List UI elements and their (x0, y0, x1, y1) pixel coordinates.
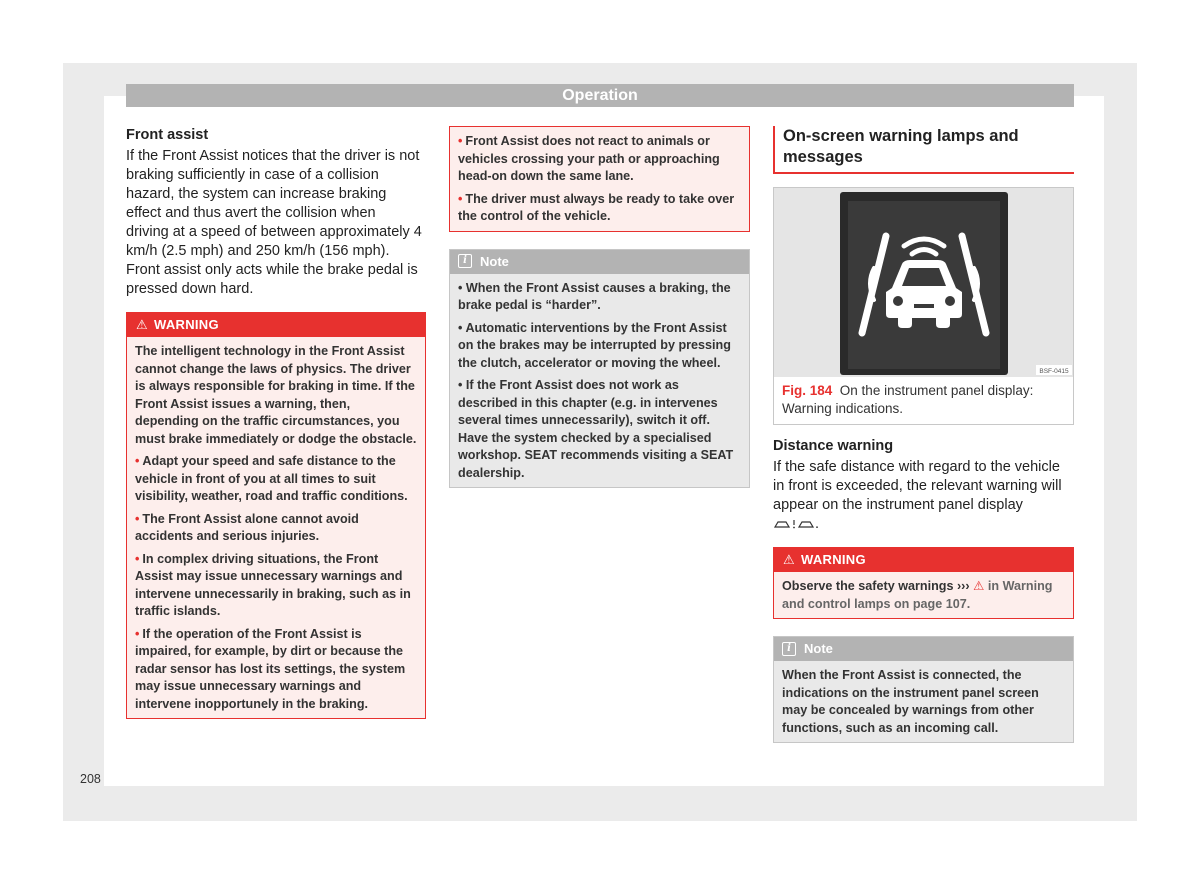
warning-body (127, 337, 425, 718)
info-icon: i (782, 642, 796, 656)
distance-warning-heading: Distance warning (773, 438, 894, 454)
note-label: Note (480, 253, 509, 269)
bullet-icon: • (135, 454, 140, 468)
info-icon: i (458, 254, 472, 268)
warning-header (774, 548, 1073, 572)
bullet-icon: • (135, 551, 140, 566)
section-title: On-screen warning lamps and messages (773, 126, 1074, 174)
front-assist-heading: Front assist (126, 127, 209, 143)
cross-reference-arrows: ››› (956, 579, 970, 593)
warning-item: • If the operation of the Front Assist is impaired, for example, by dirt or because the radar sensor has lost its settings, the system may issue unnecessary warnings and intervene inopportunely in the braking. (135, 626, 406, 711)
note-header (774, 637, 1073, 661)
distance-warning-symbol (773, 518, 815, 530)
figure-number: Fig. 184 (782, 383, 833, 398)
note-box-right (773, 636, 1074, 743)
note-header (450, 250, 749, 274)
bullet-icon: • (135, 626, 140, 641)
figure-caption (774, 377, 1073, 424)
section-header: Operation (126, 84, 1074, 107)
page-number: 208 (80, 772, 101, 786)
figure-184 (773, 187, 1074, 425)
warning-body: Observe the safety warnings ››› ⚠ in Warning and control lamps on page 107. (782, 579, 1053, 611)
note-item: • When the Front Assist causes a braking, the brake pedal is “harder”. (458, 280, 731, 312)
warning-intro: The intelligent technology in the Front Assist cannot change the laws of physics. The driver is always responsible for braking in time. If the Front Assist issues a warning, then, depending on the traffic circumstances, you must brake immediately or dodge the obstacle. (135, 344, 417, 446)
warning-triangle-icon: ⚠ (136, 317, 148, 332)
warning-continued-body (450, 127, 749, 231)
warning-item: • In complex driving situations, the Front Assist may issue unnecessary warnings and intervene unnecessarily in braking, such as in traffic islands. (135, 551, 411, 618)
note-box (449, 249, 750, 489)
figure-image (774, 188, 1073, 377)
cross-reference-link[interactable]: in Warning and control lamps on page 107. (782, 579, 1053, 611)
distance-warning-text: If the safe distance with regard to the vehicle in front is exceeded, the relevant warning will appear on the instrument panel display . (773, 459, 1062, 532)
note-item: • If the Front Assist does not work as described in this chapter (e.g. in intervenes several times unnecessarily), switch it off. Have the system checked by a specialised workshop. SEAT recommends visiting a SEAT dealership. (458, 378, 734, 480)
left-column (126, 127, 426, 719)
warning-header (127, 313, 425, 337)
warning-triangle-icon: ⚠ (783, 552, 795, 567)
note-text: When the Front Assist is connected, the indications on the instrument panel screen may be concealed by warnings from other functions, such as an incoming call. (782, 668, 1039, 735)
warning-item: • The driver must always be ready to take over the control of the vehicle. (458, 191, 735, 223)
warning-label: WARNING (800, 552, 866, 567)
figure-caption-text: On the instrument panel display: Warning indications. (782, 383, 1034, 416)
warning-item: • Adapt your speed and safe distance to the vehicle in front of you at all times to suit visibility, weather, road and traffic conditions. (135, 454, 408, 503)
bullet-icon: • (135, 511, 140, 526)
note-body (774, 661, 1073, 742)
middle-column (449, 126, 750, 488)
figure-code: BSF-0415 (1039, 368, 1069, 375)
note-body (450, 274, 749, 488)
front-assist-car-warning-icon (774, 188, 1074, 377)
bullet-icon: • (458, 191, 463, 206)
warning-box-right (773, 547, 1074, 619)
warning-label: WARNING (153, 317, 219, 332)
note-item: • Automatic interventions by the Front Assist on the brakes may be interrupted by pressing the clutch, accelerator or moving the wheel. (458, 320, 731, 370)
warning-item: • The Front Assist alone cannot avoid accidents and serious injuries. (135, 511, 359, 543)
front-assist-paragraph: If the Front Assist notices that the driver is not braking sufficiently in case of a collision hazard, the system can increase braking effect and thus avert the collision when driving at a speed of between approximately 4 km/h (2.5 mph) and 250 km/h (156 mph). Front assist only acts while the brake pedal is pressed down hard. (126, 148, 422, 297)
warning-continued-box (449, 126, 750, 232)
warning-item: • Front Assist does not react to animals or vehicles crossing your path or approaching head-on down the same lane. (458, 134, 720, 183)
note-label: Note (804, 641, 833, 656)
warning-box (126, 312, 426, 719)
warning-triangle-icon: ⚠ (973, 579, 985, 593)
right-column (773, 126, 1074, 743)
bullet-icon: • (458, 134, 463, 148)
